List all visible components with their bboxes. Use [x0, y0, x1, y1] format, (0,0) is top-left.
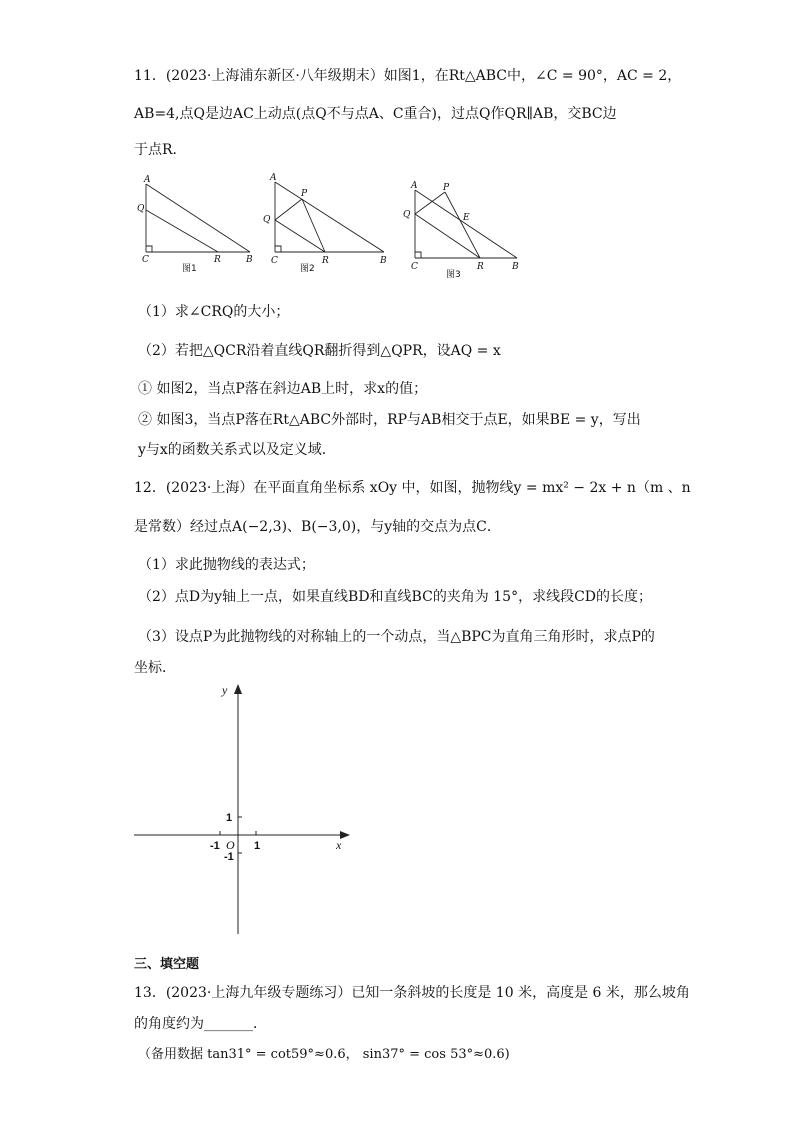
- q12-sub1: （1）求此抛物线的表达式；: [138, 557, 315, 573]
- figure-3: [400, 178, 524, 280]
- fig1-label-C: C: [142, 255, 149, 265]
- q12-sub2: （2）点D为y轴上一点，如果直线BD和直线BC的夹角为 15°，求线段CD的长度；: [138, 589, 653, 605]
- figure-2: [260, 170, 392, 276]
- q11-sub2a: ① 如图2，当点P落在斜边AB上时，求x的值；: [138, 381, 428, 397]
- fig2-segment-QP: [275, 199, 302, 220]
- x-tick-label-one: 1: [254, 840, 261, 852]
- y-tick-label-one: 1: [226, 812, 233, 824]
- fig3-caption: 图3: [446, 270, 461, 280]
- fig3-segment-PR: [445, 192, 480, 258]
- q11-sub2: （2）若把△QCR沿着直线QR翻折得到△QPR，设AQ = x: [138, 343, 501, 359]
- coordinate-plane: [130, 678, 360, 938]
- figure-1: [136, 172, 258, 276]
- y-axis-arrow: [234, 684, 242, 694]
- q13-line1: 13．(2023·上海九年级专题练习）已知一条斜坡的长度是 10 米，高度是 6 米，那么坡角: [134, 985, 690, 1001]
- fig2-label-A: A: [270, 173, 277, 183]
- fig2-label-P: P: [301, 189, 308, 199]
- x-axis-label: x: [336, 838, 342, 852]
- fig2-right-angle-mark: [275, 246, 281, 252]
- q11-line3: 于点R．: [134, 142, 187, 158]
- x-tick-label-neg-one: -1: [210, 840, 220, 852]
- fig2-segment-QR: [275, 220, 325, 252]
- x-axis-arrow: [340, 831, 350, 839]
- q11-sub2b: ② 如图3，当点P落在Rt△ABC外部时，RP与AB相交于点E，如果BE = y，写出: [138, 412, 641, 428]
- fig1-right-angle-mark: [146, 246, 152, 252]
- q12-line2: 是常数）经过点A(−2,3)、B(−3,0)，与y轴的交点为点C．: [134, 519, 501, 535]
- q13-line2: 的角度约为_______．: [134, 1016, 267, 1032]
- fig3-label-R: R: [477, 262, 484, 272]
- q11-sub2b-cont: y与x的函数关系式以及定义域.: [138, 442, 327, 458]
- fig1-label-A: A: [144, 175, 151, 185]
- fig3-label-C: C: [411, 262, 418, 272]
- y-tick-label-neg-one: -1: [224, 851, 234, 863]
- fig1-label-R: R: [214, 255, 221, 265]
- fig1-label-Q: Q: [137, 204, 145, 214]
- q11-line2: AB=4,点Q是边AC上动点(点Q不与点A、C重合)，过点Q作QR∥AB，交BC边: [134, 106, 617, 122]
- q12-sub3: （3）设点P为此抛物线的对称轴上的一个动点，当△BPC为直角三角形时，求点P的: [138, 629, 655, 645]
- fig1-caption: 图1: [182, 264, 197, 274]
- fig3-label-E: E: [463, 213, 470, 223]
- fig3-segment-QR: [415, 214, 480, 258]
- fig3-label-B: B: [512, 262, 519, 272]
- q11-sub1: （1）求∠CRQ的大小；: [138, 304, 290, 320]
- fig3-right-angle-mark: [415, 252, 421, 258]
- fig3-label-Q: Q: [403, 210, 411, 220]
- fig2-label-B: B: [380, 256, 387, 266]
- fig2-label-C: C: [271, 256, 278, 266]
- fig3-label-A: A: [411, 181, 418, 191]
- fig1-side-AB: [146, 184, 250, 252]
- fig3-label-P: P: [443, 183, 450, 193]
- fig2-caption: 图2: [300, 264, 315, 274]
- section-heading-fill-in: 三、填空题: [134, 957, 200, 972]
- q12-sub3-cont: 坐标．: [134, 660, 176, 676]
- fig1-segment-QR: [146, 210, 218, 252]
- y-axis-label: y: [222, 683, 228, 697]
- fig1-label-B: B: [246, 255, 253, 265]
- fig2-label-R: R: [322, 256, 329, 266]
- q13-note: （备用数据 tan31° = cot59°≈0.6， sin37° = cos 53°≈0.6): [138, 1047, 510, 1062]
- q11-line1: 11．(2023·上海浦东新区·八年级期末）如图1，在Rt△ABC中，∠C = 90°，AC = 2，: [134, 68, 682, 84]
- fig2-label-Q: Q: [263, 215, 271, 225]
- fig2-side-AB: [275, 182, 384, 252]
- q12-line1: 12．(2023·上海）在平面直角坐标系 xOy 中，如图，抛物线y = mx² − 2x + n（m 、n: [134, 480, 691, 496]
- fig3-segment-QP: [415, 192, 445, 214]
- origin-label: O: [226, 838, 235, 852]
